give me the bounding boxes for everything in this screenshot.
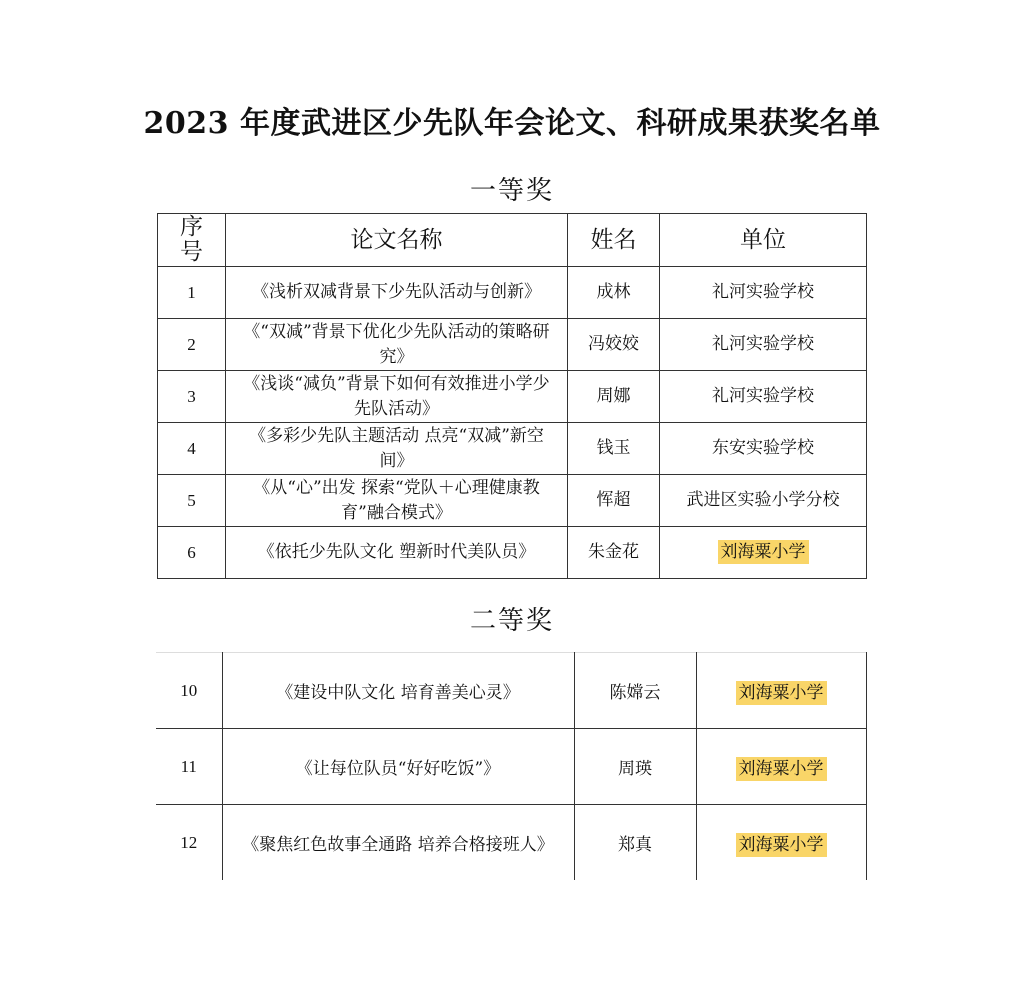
row-unit: 礼河实验学校: [660, 319, 867, 371]
row-paper-title: 《浅谈“减负”背景下如何有效推进小学少先队活动》: [226, 371, 568, 423]
row-paper-title: 《让每位队员“好好吃饭”》: [222, 729, 574, 805]
row-unit: [696, 729, 866, 805]
row-unit: [696, 805, 866, 881]
highlighted-unit: 刘海粟小学: [736, 833, 827, 857]
table-row: [158, 319, 867, 371]
row-paper-title: 《“双减”背景下优化少先队活动的策略研究》: [226, 319, 568, 371]
row-paper-title: 《依托少先队文化 塑新时代美队员》: [226, 527, 568, 579]
row-name: 周瑛: [574, 729, 696, 805]
row-name: 钱玉: [568, 423, 660, 475]
row-paper-title: 《建设中队文化 培育善美心灵》: [222, 653, 574, 729]
row-name: 周娜: [568, 371, 660, 423]
row-number: 10: [156, 653, 222, 729]
table-row: [158, 371, 867, 423]
highlighted-unit: 刘海粟小学: [736, 757, 827, 781]
header-name: 姓名: [568, 214, 660, 267]
row-name: 冯姣姣: [568, 319, 660, 371]
header-number: 序号: [158, 214, 226, 267]
page-title: 2023 年度武进区少先队年会论文、科研成果获奖名单: [143, 106, 881, 141]
row-number: 11: [156, 729, 222, 805]
row-number: 12: [156, 805, 222, 881]
row-name: 成林: [568, 267, 660, 319]
highlighted-unit: 刘海粟小学: [736, 681, 827, 705]
highlighted-unit: 刘海粟小学: [718, 540, 809, 564]
row-unit: 礼河实验学校: [660, 371, 867, 423]
row-unit: [660, 527, 867, 579]
row-name: 郑真: [574, 805, 696, 881]
second-prize-table: [156, 652, 867, 880]
row-name: 恽超: [568, 475, 660, 527]
table-row: [156, 653, 866, 729]
row-unit: 武进区实验小学分校: [660, 475, 867, 527]
row-number: 4: [158, 423, 226, 475]
header-unit: 单位: [660, 214, 867, 267]
row-paper-title: 《从“心”出发 探索“党队＋心理健康教育”融合模式》: [226, 475, 568, 527]
second-prize-heading: 二等奖: [469, 606, 554, 636]
header-paper-title: 论文名称: [226, 214, 568, 267]
first-prize-heading: 一等奖: [469, 176, 554, 206]
table-row: [156, 729, 866, 805]
first-prize-table: [157, 213, 867, 579]
row-name: 陈嫦云: [574, 653, 696, 729]
row-number: 3: [158, 371, 226, 423]
row-number: 6: [158, 527, 226, 579]
row-paper-title: 《聚焦红色故事全通路 培养合格接班人》: [222, 805, 574, 881]
row-paper-title: 《浅析双减背景下少先队活动与创新》: [226, 267, 568, 319]
row-paper-title: 《多彩少先队主题活动 点亮“双减”新空间》: [226, 423, 568, 475]
row-number: 1: [158, 267, 226, 319]
row-unit: 东安实验学校: [660, 423, 867, 475]
row-unit: [696, 653, 866, 729]
table-header-row: [158, 214, 867, 267]
row-number: 2: [158, 319, 226, 371]
row-number: 5: [158, 475, 226, 527]
table-row: [158, 267, 867, 319]
table-row: [158, 423, 867, 475]
table-row: [158, 527, 867, 579]
row-unit: 礼河实验学校: [660, 267, 867, 319]
table-row: [158, 475, 867, 527]
row-name: 朱金花: [568, 527, 660, 579]
table-row: [156, 805, 866, 881]
